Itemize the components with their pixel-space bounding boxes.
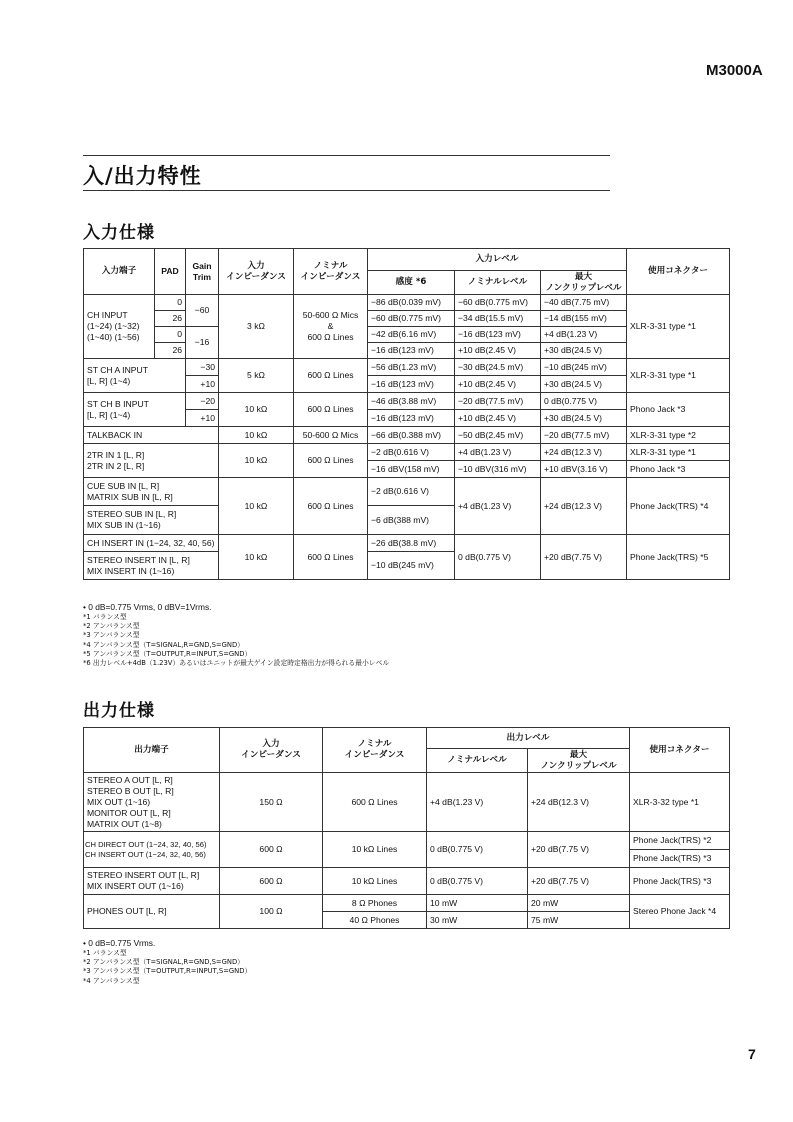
st-b-name: ST CH B INPUT [L, R] (1~4) [84,393,186,427]
st-b-sensitivity: −46 dB(3.88 mV) [368,393,455,410]
ch-trim: −60 [186,295,219,327]
col-terminal: 入力端子 [84,249,155,295]
stereo-insert-in-name: STEREO INSERT IN [L, R] MIX INSERT IN (1~16) [84,552,219,580]
stereo-out-nominal-impedance: 600 Ω Lines [323,773,427,832]
ch-direct-out-impedance: 600 Ω [220,832,323,868]
phones-out-nominal-impedance: 40 Ω Phones [323,912,427,929]
out-col-terminal: 出力端子 [84,728,220,773]
talkback-nominal-level: −50 dB(2.45 mV) [455,427,541,444]
title-rule-top [83,155,610,156]
st-a-max-level: −10 dB(245 mV) [541,359,627,376]
ch-max-level: +4 dB(1.23 V) [541,327,627,343]
sub-in-connector: Phone Jack(TRS) *4 [627,478,730,535]
st-b-impedance: 10 kΩ [219,393,294,427]
ch-trim: −16 [186,327,219,359]
ch-input-name: CH INPUT (1~24) (1~32) (1~40) (1~56) [84,295,155,359]
page-number: 7 [748,1046,756,1062]
phones-out-nominal-level: 10 mW [427,895,528,912]
col-nominal-impedance: ノミナル インピーダンス [294,249,368,295]
stereo-insert-out-impedance: 600 Ω [220,868,323,895]
2tr-max-level: +10 dBV(3.16 V) [541,461,627,478]
st-a-connector: XLR-3-31 type *1 [627,359,730,393]
sub-in-impedance: 10 kΩ [219,478,294,535]
out-col-impedance: 入力 インピーダンス [220,728,323,773]
ch-direct-out-nominal-level: 0 dB(0.775 V) [427,832,528,868]
insert-in-max-level: +20 dB(7.75 V) [541,535,627,580]
input-note: • 0 dB=0.775 Vrms, 0 dBV=1Vrms. [83,602,212,612]
st-a-impedance: 5 kΩ [219,359,294,393]
stereo-insert-out-nominal-level: 0 dB(0.775 V) [427,868,528,895]
st-b-nominal-level: +10 dB(2.45 V) [455,410,541,427]
phones-out-max-level: 75 mW [528,912,630,929]
stereo-insert-out-nominal-impedance: 10 kΩ Lines [323,868,427,895]
col-gain-trim: Gain Trim [186,249,219,295]
sub-in-nominal-level: +4 dB(1.23 V) [455,478,541,535]
ch-insert-in-name: CH INSERT IN (1−24, 32, 40, 56) [84,535,219,552]
2tr-nominal-level: −10 dBV(316 mV) [455,461,541,478]
out-col-connector: 使用コネクター [630,728,730,773]
ch-sensitivity: −60 dB(0.775 mV) [368,311,455,327]
output-notes [83,938,251,986]
input-note: *3 アンバランス型 [83,631,140,640]
st-a-nominal-level: +10 dB(2.45 V) [455,376,541,393]
ch-direct-out-max-level: +20 dB(7.75 V) [528,832,630,868]
title-rule-bottom [83,190,610,191]
ch-direct-out-nominal-impedance: 10 kΩ Lines [323,832,427,868]
out-col-nominal-impedance: ノミナル インピーダンス [323,728,427,773]
input-heading: 入力仕様 [83,223,155,243]
st-a-name: ST CH A INPUT [L, R] (1~4) [84,359,186,393]
st-b-nominal-level: −20 dB(77.5 mV) [455,393,541,410]
st-a-nominal-impedance: 600 Ω Lines [294,359,368,393]
out-col-max-nonclip: 最大 ノンクリップレベル [528,749,630,773]
2tr-connector: Phono Jack *3 [627,461,730,478]
ch-sensitivity: −42 dB(6.16 mV) [368,327,455,343]
col-connector: 使用コネクター [627,249,730,295]
phones-out-connector: Stereo Phone Jack *4 [630,895,730,929]
output-note: *4 アンバランス型 [83,976,140,985]
st-a-nominal-level: −30 dB(24.5 mV) [455,359,541,376]
st-a-sensitivity: −16 dB(123 mV) [368,376,455,393]
2tr-nominal-impedance: 600 Ω Lines [294,444,368,478]
sub-in-sensitivity: −6 dB(388 mV) [368,506,455,535]
ch-max-level: −14 dB(155 mV) [541,311,627,327]
st-b-trim: −20 [186,393,219,410]
stereo-out-nominal-level: +4 dB(1.23 V) [427,773,528,832]
talkback-nominal-impedance: 50-600 Ω Mics [294,427,368,444]
output-note: • 0 dB=0.775 Vrms. [83,938,156,948]
ch-sensitivity: −86 dB(0.039 mV) [368,295,455,311]
talkback-connector: XLR-3-31 type *2 [627,427,730,444]
ch-nominal-impedance: 50-600 Ω Mics & 600 Ω Lines [294,295,368,359]
phones-out-nominal-impedance: 8 Ω Phones [323,895,427,912]
st-a-max-level: +30 dB(24.5 V) [541,376,627,393]
input-note: *2 アンバランス型 [83,622,140,631]
input-note: *6 出力レベル+4dB（1.23V）あるいはユニットが最大ゲイン設定時定格出力が得られる最小レベル [83,659,390,668]
ch-nominal-level: −34 dB(15.5 mV) [455,311,541,327]
st-a-trim: −30 [186,359,219,376]
ch-direct-out-name: CH DIRECT OUT (1−24, 32, 40, 56) CH INSERT OUT (1−24, 32, 40, 56) [84,832,220,868]
st-a-trim: +10 [186,376,219,393]
insert-in-connector: Phone Jack(TRS) *5 [627,535,730,580]
stereo-insert-out-max-level: +20 dB(7.75 V) [528,868,630,895]
out-col-nominal-level: ノミナルレベル [427,749,528,773]
output-spec-table [83,727,730,929]
2tr-connector: XLR-3-31 type *1 [627,444,730,461]
ch-impedance: 3 kΩ [219,295,294,359]
sub-in-nominal-impedance: 600 Ω Lines [294,478,368,535]
input-notes [83,602,389,668]
input-note: *5 アンバランス型（T=OUTPUT,R=INPUT,S=GND） [83,649,252,658]
out-col-level: 出力レベル [427,728,630,749]
st-b-nominal-impedance: 600 Ω Lines [294,393,368,427]
cue-sub-name: CUE SUB IN [L, R] MATRIX SUB IN [L, R] [84,478,219,506]
col-nominal-level: ノミナルレベル [455,271,541,295]
stereo-insert-out-connector: Phone Jack(TRS) *3 [630,868,730,895]
stereo-out-name: STEREO A OUT [L, R] STEREO B OUT [L, R] MIX OUT (1~16) MONITOR OUT [L, R] MATRIX OUT (1~8) [84,773,220,832]
stereo-out-max-level: +24 dB(12.3 V) [528,773,630,832]
ch-sensitivity: −16 dB(123 mV) [368,343,455,359]
section-title: 入/出力特性 [83,164,202,188]
insert-in-nominal-level: 0 dB(0.775 V) [455,535,541,580]
ch-nominal-level: −16 dB(123 mV) [455,327,541,343]
sub-in-sensitivity: −2 dB(0.616 V) [368,478,455,506]
2tr-nominal-level: +4 dB(1.23 V) [455,444,541,461]
output-heading: 出力仕様 [83,701,155,721]
output-note: *2 アンバランス型（T=SIGNAL,R=GND,S=GND） [83,958,244,967]
phones-out-name: PHONES OUT [L, R] [84,895,220,929]
input-note: *4 アンバランス型（T=SIGNAL,R=GND,S=GND） [83,640,244,649]
ch-max-level: −40 dB(7.75 mV) [541,295,627,311]
output-note: *1 バランス型 [83,949,127,957]
sub-in-max-level: +24 dB(12.3 V) [541,478,627,535]
ch-pad: 0 [155,327,186,343]
ch-pad: 0 [155,295,186,311]
2tr-sensitivity: −16 dBV(158 mV) [368,461,455,478]
talkback-impedance: 10 kΩ [219,427,294,444]
phones-out-nominal-level: 30 mW [427,912,528,929]
phones-out-max-level: 20 mW [528,895,630,912]
ch-connector: XLR-3-31 type *1 [627,295,730,359]
ch-nominal-level: +10 dB(2.45 V) [455,343,541,359]
2tr-impedance: 10 kΩ [219,444,294,478]
insert-in-impedance: 10 kΩ [219,535,294,580]
2tr-name: 2TR IN 1 [L, R] 2TR IN 2 [L, R] [84,444,219,478]
st-a-sensitivity: −56 dB(1.23 mV) [368,359,455,376]
ch-insert-out-connector: Phone Jack(TRS) *3 [630,850,730,868]
2tr-sensitivity: −2 dB(0.616 V) [368,444,455,461]
ch-direct-out-connector: Phone Jack(TRS) *2 [630,832,730,850]
st-b-trim: +10 [186,410,219,427]
stereo-out-connector: XLR-3-32 type *1 [630,773,730,832]
stereo-sub-name: STEREO SUB IN [L, R] MIX SUB IN (1~16) [84,506,219,535]
st-b-connector: Phono Jack *3 [627,393,730,427]
col-pad: PAD [155,249,186,295]
ch-pad: 26 [155,343,186,359]
ch-pad: 26 [155,311,186,327]
stereo-insert-out-name: STEREO INSERT OUT [L, R] MIX INSERT OUT (1~16) [84,868,220,895]
ch-max-level: +30 dB(24.5 V) [541,343,627,359]
ch-nominal-level: −60 dB(0.775 mV) [455,295,541,311]
talkback-name: TALKBACK IN [84,427,219,444]
col-input-level: 入力レベル [368,249,627,271]
model-name: M3000A [706,62,763,79]
insert-in-sensitivity: −26 dB(38.8 mV) [368,535,455,552]
st-b-max-level: +30 dB(24.5 V) [541,410,627,427]
col-impedance: 入力 インピーダンス [219,249,294,295]
talkback-sensitivity: −66 dB(0.388 mV) [368,427,455,444]
col-sensitivity: 感度 *6 [368,271,455,295]
input-note: *1 バランス型 [83,613,127,621]
insert-in-sensitivity: −10 dB(245 mV) [368,552,455,580]
output-note: *3 アンバランス型（T=OUTPUT,R=INPUT,S=GND） [83,967,252,976]
talkback-max-level: −20 dB(77.5 mV) [541,427,627,444]
stereo-out-impedance: 150 Ω [220,773,323,832]
2tr-max-level: +24 dB(12.3 V) [541,444,627,461]
st-b-sensitivity: −16 dB(123 mV) [368,410,455,427]
insert-in-nominal-impedance: 600 Ω Lines [294,535,368,580]
input-spec-table [83,248,730,580]
col-max-nonclip: 最大 ノンクリップレベル [541,271,627,295]
st-b-max-level: 0 dB(0.775 V) [541,393,627,410]
phones-out-impedance: 100 Ω [220,895,323,929]
